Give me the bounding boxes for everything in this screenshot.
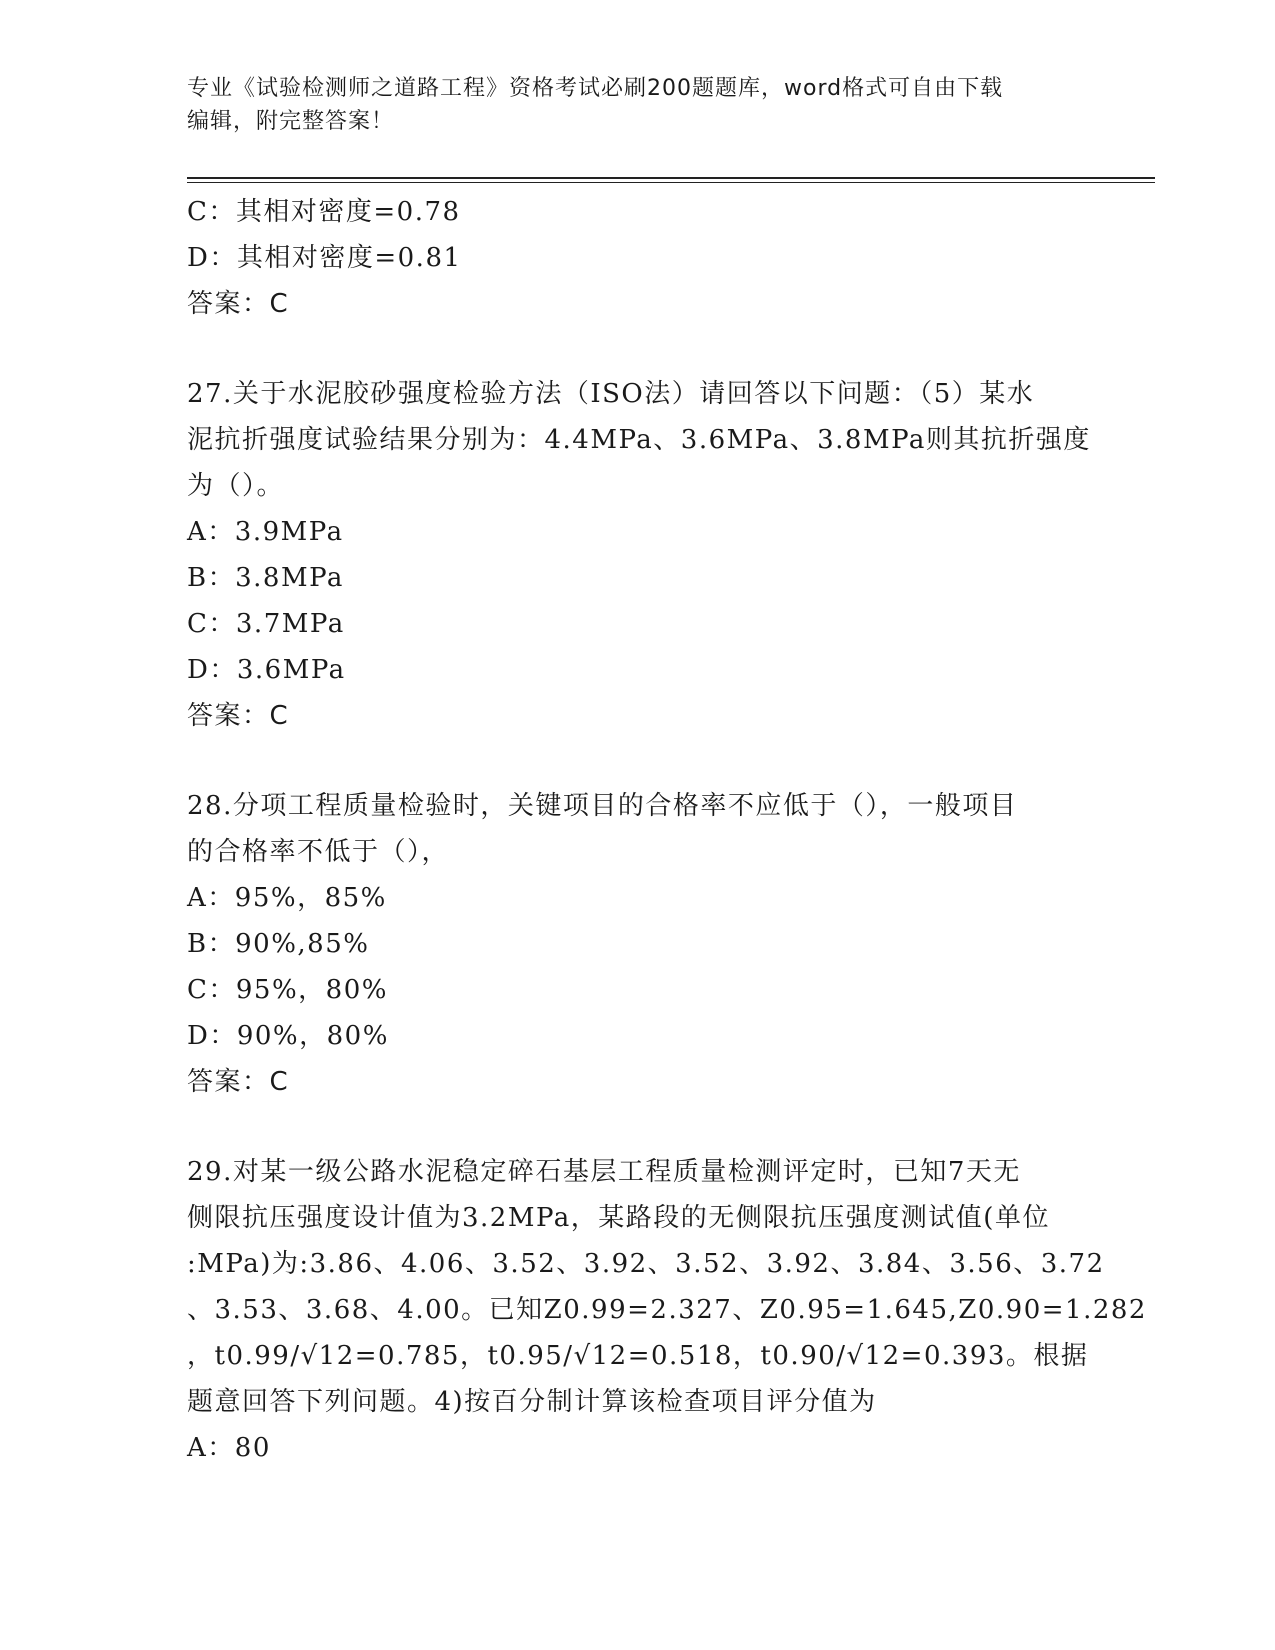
option-d: D：90%，80% xyxy=(187,1021,389,1051)
question-stem-line: 27.关于水泥胶砂强度检验方法（ISO法）请回答以下问题：（5）某水 xyxy=(187,379,1035,409)
question-26-continued xyxy=(187,189,1087,327)
header-line-2: 编辑，附完整答案！ xyxy=(187,109,395,134)
question-stem-line: 为（）。 xyxy=(187,471,285,501)
option-d: D：3.6MPa xyxy=(187,655,346,685)
option-d: D：其相对密度=0.81 xyxy=(187,243,462,273)
option-b: B：3.8MPa xyxy=(187,563,344,593)
option-c: C：95%，80% xyxy=(187,975,388,1005)
question-27 xyxy=(187,371,1091,739)
option-a: A：80 xyxy=(187,1433,271,1463)
question-29 xyxy=(187,1149,1147,1471)
question-28 xyxy=(187,783,1087,1105)
question-stem-line: 泥抗折强度试验结果分别为：4.4MPa、3.6MPa、3.8MPa则其抗折强度 xyxy=(187,425,1091,455)
question-stem-line: ，t0.99/√12=0.785，t0.95/√12=0.518，t0.90/√12=0.393。根据 xyxy=(187,1341,1089,1371)
question-stem-line: 、3.53、3.68、4.00。已知Z0.99=2.327、Z0.95=1.645,Z0.90=1.282 xyxy=(187,1295,1147,1325)
option-b: B：90%,85% xyxy=(187,929,370,959)
page-header xyxy=(187,72,1067,138)
header-line-1: 专业《试验检测师之道路工程》资格考试必刷200题题库，word格式可自由下载 xyxy=(187,76,1004,101)
document-body xyxy=(187,189,1147,1471)
option-c: C：3.7MPa xyxy=(187,609,345,639)
question-stem-line: 29.对某一级公路水泥稳定碎石基层工程质量检测评定时，已知7天无 xyxy=(187,1157,1021,1187)
option-a: A：95%，85% xyxy=(187,883,387,913)
answer: 答案：C xyxy=(187,289,290,319)
question-stem-line: 的合格率不低于（）， xyxy=(187,837,450,867)
header-divider xyxy=(187,177,1155,183)
option-a: A：3.9MPa xyxy=(187,517,344,547)
answer: 答案：C xyxy=(187,1067,290,1097)
option-c: C：其相对密度=0.78 xyxy=(187,197,461,227)
question-stem-line: :MPa)为:3.86、4.06、3.52、3.92、3.52、3.92、3.84、3.56、3.72 xyxy=(187,1249,1105,1279)
answer: 答案：C xyxy=(187,701,290,731)
question-stem-line: 题意回答下列问题。4)按百分制计算该检查项目评分值为 xyxy=(187,1387,877,1417)
question-stem-line: 28.分项工程质量检验时，关键项目的合格率不应低于（），一般项目 xyxy=(187,791,1018,821)
question-stem-line: 侧限抗压强度设计值为3.2MPa，某路段的无侧限抗压强度测试值(单位 xyxy=(187,1203,1050,1233)
